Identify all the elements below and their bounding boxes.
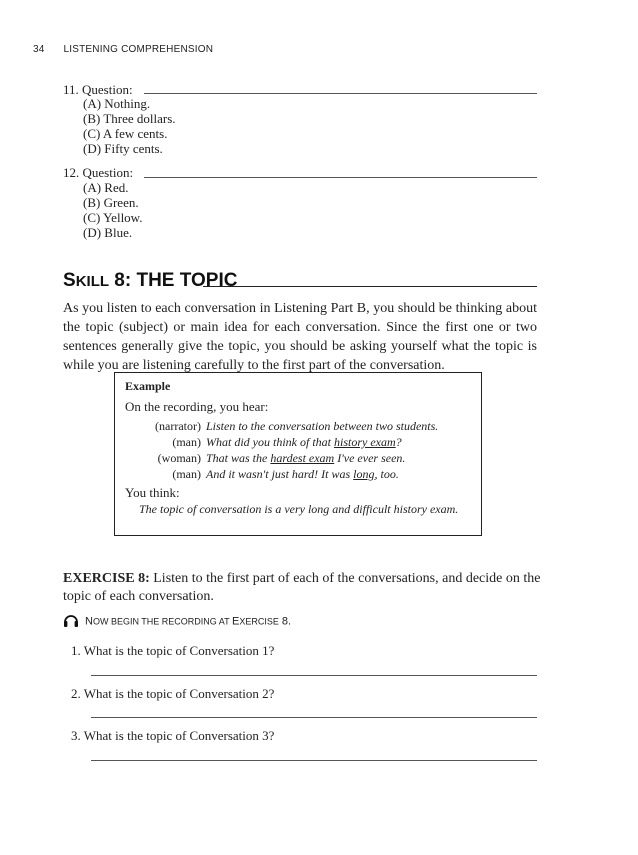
- section-title: LISTENING COMPREHENSION: [63, 44, 214, 55]
- option: (A) Red.: [83, 180, 129, 195]
- answer-line: [144, 93, 537, 94]
- speaker: (man): [172, 467, 201, 481]
- exercise-item: 2. What is the topic of Conversation 2?: [71, 686, 275, 701]
- think-label: You think:: [125, 485, 180, 500]
- answer-line: [91, 675, 537, 676]
- options-list: [83, 96, 176, 156]
- exercise-item: 1. What is the topic of Conversation 1?: [71, 643, 275, 658]
- hear-label: On the recording, you hear:: [125, 399, 269, 414]
- speaker: (woman): [157, 451, 201, 465]
- think-text: The topic of conversation is a very long and difficult history exam.: [139, 502, 459, 516]
- page-number: 34: [33, 44, 45, 55]
- option: (B) Three dollars.: [83, 111, 176, 126]
- recording-instruction: NOW BEGIN THE RECORDING AT EXERCISE 8.: [63, 612, 291, 631]
- option: (D) Blue.: [83, 225, 133, 240]
- dialogue-line: (man) What did you think of that history exam?: [115, 434, 438, 450]
- exercise-item: 3. What is the topic of Conversation 3?: [71, 728, 275, 743]
- intro-paragraph: As you listen to each conversation in Listening Part B, you should be thinking about the topic (subject) or main idea for each conversation. Since the first one or two sentences generally give the topic, you should be asking yourself what the topic is while you are listening carefully to the first part of the conversation.: [63, 301, 537, 373]
- dialogue-line: (woman) That was the hardest exam I've ever seen.: [115, 450, 438, 466]
- option: (D) Fifty cents.: [83, 141, 163, 156]
- answer-line: [144, 177, 537, 178]
- option: (C) A few cents.: [83, 126, 168, 141]
- heading-rule: [203, 286, 537, 287]
- dialogue: [115, 418, 438, 482]
- option: (B) Green.: [83, 195, 139, 210]
- answer-line: [91, 760, 537, 761]
- speaker: (man): [172, 435, 201, 449]
- example-title: Example: [125, 379, 171, 393]
- dialogue-line: (narrator) Listen to the conversation between two students.: [115, 418, 438, 434]
- skill-heading: SKILL 8: THE TOPIC: [63, 270, 238, 291]
- options-list: [83, 180, 142, 240]
- page-header: [33, 44, 213, 55]
- exercise-label: EXERCISE 8:: [63, 571, 150, 586]
- option: (C) Yellow.: [83, 210, 143, 225]
- exercise-instructions: EXERCISE 8: Listen to the first part of each of the conversations, and decide on the topic of each conversation.: [63, 571, 541, 604]
- speaker: (narrator): [155, 419, 201, 433]
- dialogue-line: (man) And it wasn't just hard! It was long, too.: [115, 466, 438, 482]
- example-box: [114, 372, 482, 536]
- answer-line: [91, 717, 537, 718]
- question-label: 12. Question:: [63, 165, 134, 180]
- option: (A) Nothing.: [83, 96, 151, 111]
- headphones-icon: [63, 612, 79, 631]
- question-label: 11. Question:: [63, 82, 133, 97]
